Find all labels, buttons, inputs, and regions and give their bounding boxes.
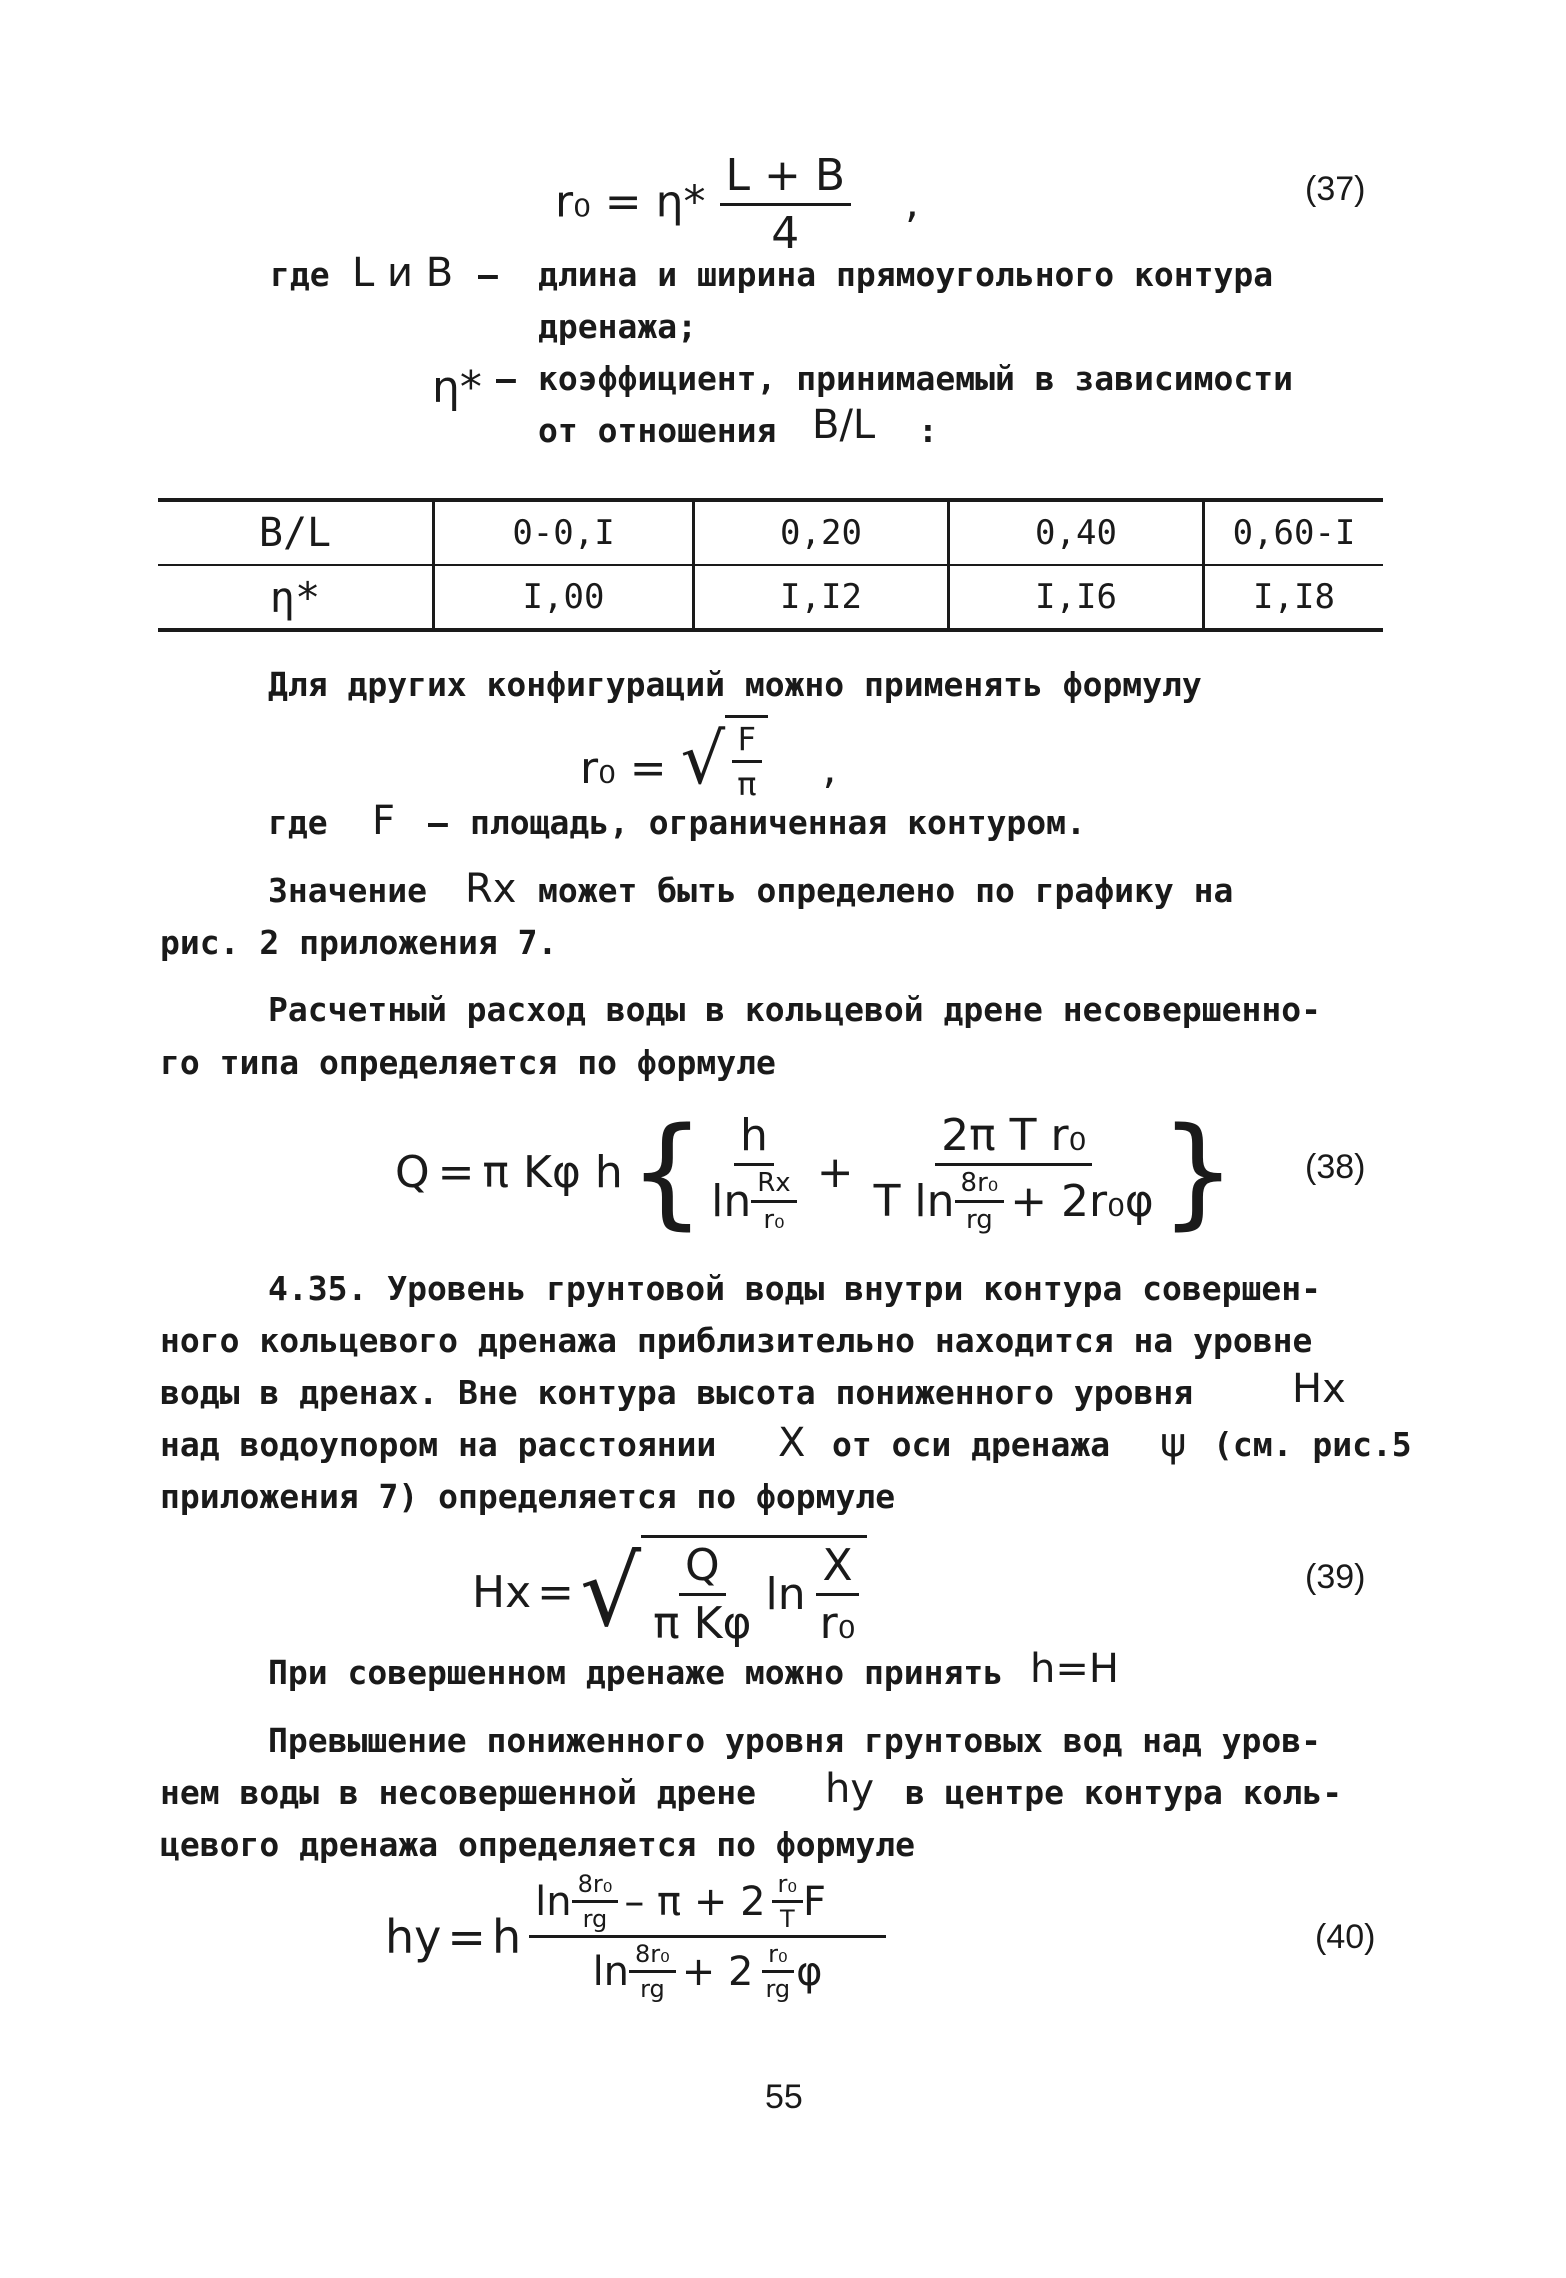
eq40-den-g-num: r₀ xyxy=(762,1940,794,1973)
eq40-den-mid: + 2 xyxy=(681,1948,754,1995)
para-excess-line1: Превышение пониженного уровня грунтовых вод над уров- xyxy=(268,1721,1321,1760)
eq39-sqrt: √ $\frac{Q}{\text{π Kφ}}$ ln $\frac{X}{\text{r₀}}$ xyxy=(580,1535,867,1649)
eq39-denominator2: r₀ xyxy=(819,1598,856,1649)
table-header-cell: 0-0,I xyxy=(434,502,694,565)
equation-38: Q = π Kφ h { h ln $\frac{Rx}{\text{r₀}}$ + 2π T r₀ T ln $\frac{\text{8r₀}}{rg}$ + 2r₀φ } xyxy=(395,1102,1237,1242)
eq40-den-ln: ln xyxy=(592,1948,630,1995)
eq37-comma: , xyxy=(905,176,920,228)
para-perfect: При совершенном дренаже можно принять xyxy=(268,1653,1004,1692)
eq-r0-sqrt: √ $\frac{F}{\pi}$ xyxy=(681,715,769,803)
para-excess-line2a: нем воды в несовершенной дрене xyxy=(160,1773,757,1812)
eq38-f2-tail: + 2r₀φ xyxy=(1010,1176,1154,1227)
table-header-label: B/L xyxy=(158,502,434,565)
coefficient-table xyxy=(158,498,1383,632)
eq39-numerator2: X xyxy=(816,1540,858,1596)
eq38-f2-tln: T ln xyxy=(873,1176,955,1227)
where3-desc: площадь, ограниченная контуром. xyxy=(470,803,1086,842)
table-row xyxy=(158,565,1383,628)
table-cell: I,I2 xyxy=(694,565,949,628)
eq38-f1-inner-den: r₀ xyxy=(763,1205,785,1235)
equation-37: r₀ = η* $\frac{L + B}{4}$ , xyxy=(555,150,920,259)
eq-r0-numerator: F xyxy=(732,720,762,763)
eq37-numerator: L + B xyxy=(720,150,852,206)
equation-r0: r₀ = √ $\frac{F}{\pi}$ , xyxy=(580,715,836,803)
where1-dash: – xyxy=(478,255,498,294)
where1-desc-line1: длина и ширина прямоугольного контура xyxy=(538,255,1274,294)
eq39-numerator: Q xyxy=(679,1540,726,1596)
equation-39: Hx = √ $\frac{Q}{\text{π Kφ}}$ ln $\frac{X}{\text{r₀}}$ xyxy=(472,1535,867,1649)
where2-colon: : xyxy=(918,411,938,450)
table-header-cell: 0,40 xyxy=(949,502,1204,565)
where3-lead: где xyxy=(268,803,328,842)
where1-symbol: L и B xyxy=(352,250,454,296)
eq38-f2-inner-den: rg xyxy=(966,1205,993,1235)
para-perfect-eq: h=H xyxy=(1030,1646,1119,1692)
where2-desc-line2: от отношения xyxy=(538,411,777,450)
para435-line5: приложения 7) определяется по формуле xyxy=(160,1477,896,1516)
eq38-f1-inner-num: Rx xyxy=(751,1168,796,1203)
paragraph-other-configs: Для других конфигураций можно применять формулу xyxy=(268,665,1202,704)
eq-r0-comma: , xyxy=(822,743,837,794)
eq40-den-g-den: rg xyxy=(765,1975,791,2003)
table-row-label: η* xyxy=(269,572,321,622)
eq37-coef: η* xyxy=(655,176,706,228)
eq40-num-ln: ln xyxy=(535,1878,572,1925)
eq38-lhs: Q xyxy=(395,1147,430,1198)
eq40-fraction xyxy=(529,1870,886,2003)
eq40-number: (40) xyxy=(1315,1918,1376,1956)
eq39-denominator: π Kφ xyxy=(653,1598,752,1649)
para-rx-line1: может быть определено по графику на xyxy=(538,871,1234,910)
eq37-denominator: 4 xyxy=(771,208,800,259)
eq40-num-g-den: T xyxy=(779,1905,795,1933)
eq38-fraction2 xyxy=(868,1110,1160,1235)
para435-psi: ψ xyxy=(1160,1420,1187,1466)
table-row xyxy=(158,502,1383,565)
eq38-number: (38) xyxy=(1305,1148,1366,1186)
where2-ratio: B/L xyxy=(812,402,876,448)
eq37-number: (37) xyxy=(1305,170,1366,208)
para-excess-line2b: в центре контура коль- xyxy=(905,1773,1343,1812)
para435-line4b: от оси дренажа xyxy=(832,1425,1111,1464)
eq38-f2-inner-num: 8r₀ xyxy=(955,1168,1005,1203)
where1-desc-line2: дренажа; xyxy=(538,307,697,346)
where2-dash: – xyxy=(496,359,516,398)
table-cell: I,I8 xyxy=(1204,565,1384,628)
eq39-number: (39) xyxy=(1305,1558,1366,1596)
eq40-den-f-num: 8r₀ xyxy=(629,1940,676,1973)
eq40-h: h xyxy=(491,1909,522,1964)
para-excess-hy: hy xyxy=(825,1766,875,1812)
para435-line3: воды в дренах. Вне контура высота пониженного уровня xyxy=(160,1373,1194,1412)
eq40-num-g-num: r₀ xyxy=(772,1870,804,1903)
where3-symbol: F xyxy=(372,798,396,844)
where2-desc-line1: коэффициент, принимаемый в зависимости xyxy=(538,359,1293,398)
eq38-f2-numerator: 2π T r₀ xyxy=(935,1110,1092,1166)
eq39-ln: ln xyxy=(765,1569,806,1620)
eq38-f1-numerator: h xyxy=(734,1110,774,1166)
page-number: 55 xyxy=(765,2078,803,2116)
eq40-num-f-den: rg xyxy=(582,1905,608,1933)
para-rx-line2: рис. 2 приложения 7. xyxy=(160,923,558,962)
table-cell: I,00 xyxy=(434,565,694,628)
eq40-den-phi: φ xyxy=(796,1948,823,1995)
eq38-f1-ln: ln xyxy=(711,1176,752,1227)
where3-dash: – xyxy=(428,803,448,842)
eq40-den-f-den: rg xyxy=(640,1975,665,2003)
eq37-lhs: r₀ xyxy=(555,176,591,228)
eq39-lhs: Hx xyxy=(472,1566,532,1618)
para435-line4a: над водоупором на расстоянии xyxy=(160,1425,717,1464)
para-flow-line1: Расчетный расход воды в кольцевой дрене несовершенно- xyxy=(268,990,1321,1029)
eq-r0-denominator: π xyxy=(737,765,757,803)
para-rx-word: Значение xyxy=(268,871,427,910)
where2-symbol: η* xyxy=(432,362,482,413)
eq40-lhs: hy xyxy=(385,1909,442,1964)
para435-line2: ного кольцевого дренажа приблизительно находится на уровне xyxy=(160,1321,1313,1360)
para-rx-symbol: Rx xyxy=(465,866,517,912)
eq40-num-f: F xyxy=(803,1878,827,1925)
eq38-fraction1 xyxy=(705,1110,803,1235)
para435-hx: Hx xyxy=(1292,1366,1346,1412)
eq-r0-lhs: r₀ xyxy=(580,743,616,794)
table-header-cell: 0,20 xyxy=(694,502,949,565)
table-cell: I,I6 xyxy=(949,565,1204,628)
para-flow-line2: го типа определяется по формуле xyxy=(160,1043,776,1082)
eq38-prefactor: π Kφ h xyxy=(482,1147,623,1198)
table-header-cell: 0,60-I xyxy=(1204,502,1384,565)
where1-lead: где xyxy=(270,255,330,294)
para-excess-line3: цевого дренажа определяется по формуле xyxy=(160,1825,915,1864)
para435-line4c: (см. рис.5 xyxy=(1213,1425,1412,1464)
eq37-fraction xyxy=(720,150,852,259)
para435-x: X xyxy=(778,1420,806,1466)
eq38-plus: + xyxy=(816,1147,854,1198)
para435-line1: 4.35. Уровень грунтовой воды внутри контура совершен- xyxy=(268,1269,1321,1308)
eq40-num-f-num: 8r₀ xyxy=(572,1870,619,1903)
eq40-num-mid: – π + 2 xyxy=(624,1878,766,1925)
equation-40: hy = h ln $\frac{\text{8r₀}}{rg}$ – π + 2 $\frac{\text{r₀}}{T}$ F ln $\frac{\text{8r₀}}{rg}$ + 2 $\frac{\text{r₀}}{rg}$ φ xyxy=(385,1870,886,2003)
